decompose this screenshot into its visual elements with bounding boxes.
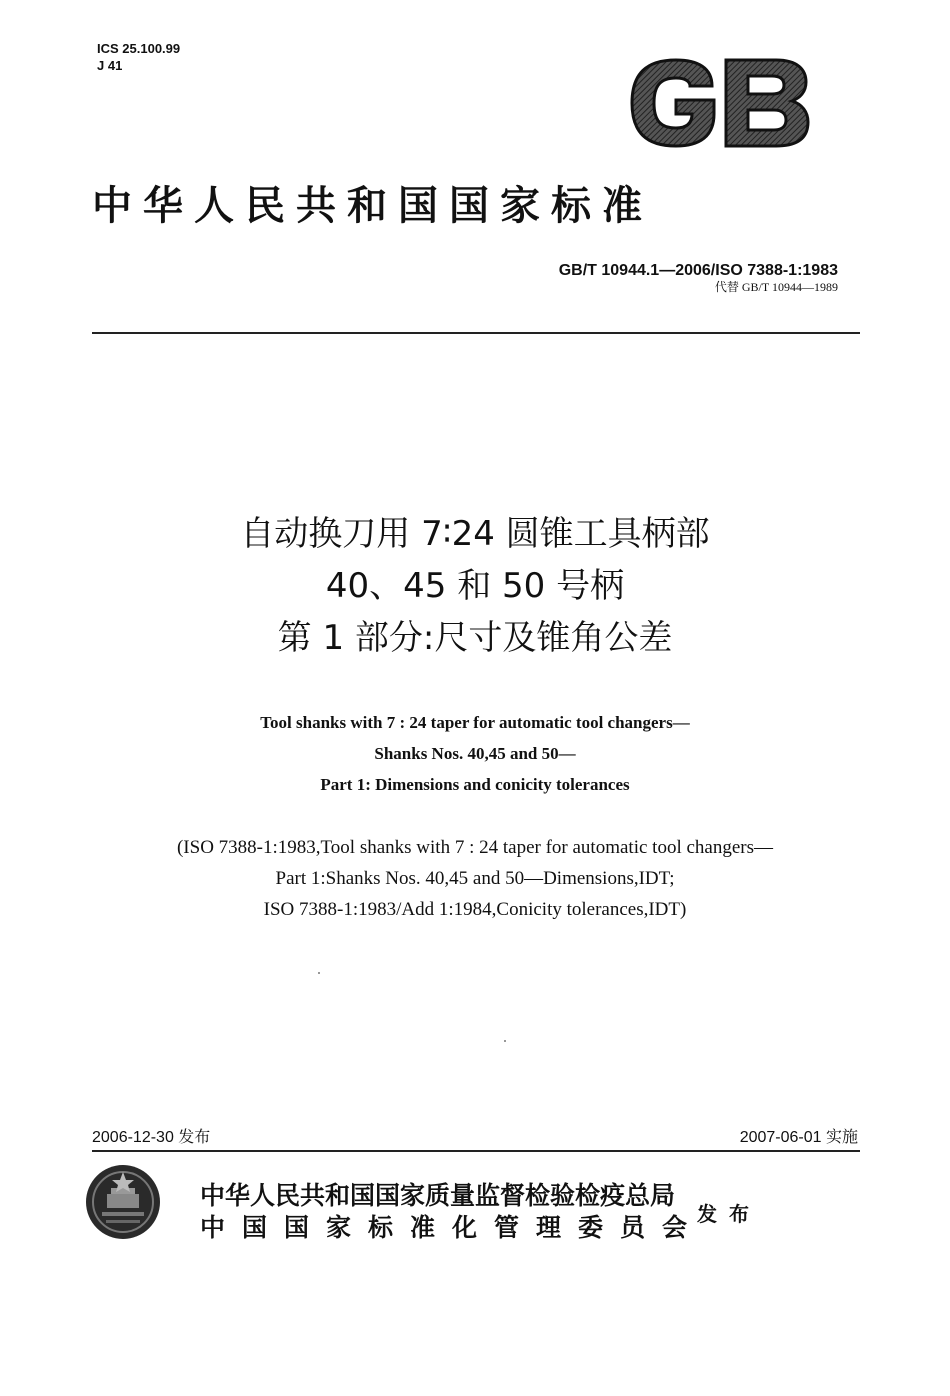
- title-cn-line-1: 自动换刀用 7∶24 圆锥工具柄部: [240, 514, 710, 554]
- issue-date: 2006-12-30 发布: [92, 1129, 211, 1146]
- title-en-line-2: Shanks Nos. 40,45 and 50—: [374, 744, 576, 763]
- issuer-aqsiq: 中华人民共和国国家质量监督检验检疫总局: [200, 1181, 676, 1210]
- scan-speck: [318, 972, 320, 974]
- title-cn-line-2: 40、45 和 50 号柄: [325, 566, 625, 606]
- implementation-date: 2007-06-01 实施: [739, 1129, 858, 1146]
- title-chinese: [0, 508, 950, 664]
- national-emblem-icon: [82, 1162, 164, 1242]
- title-cn-line-3: 第 1 部分:尺寸及锥角公差: [277, 618, 673, 658]
- standard-number-block: [559, 262, 838, 295]
- iso-ref-line-3: ISO 7388-1:1983/Add 1:1984,Conicity tolerances,IDT): [263, 899, 687, 920]
- ics-code: ICS 25.100.99: [97, 41, 181, 56]
- footer-divider: [92, 1150, 860, 1152]
- title-en-line-1: Tool shanks with 7 : 24 taper for automatic tool changers—: [260, 713, 690, 732]
- iso-reference: [0, 832, 950, 925]
- issuing-organizations: [200, 1180, 704, 1244]
- publish-label: 发布: [697, 1202, 761, 1226]
- scan-speck: [504, 1040, 506, 1042]
- ccs-code: J 41: [97, 58, 123, 73]
- header-divider: [92, 332, 860, 334]
- replaces-standard: 代替 GB/T 10944—1989: [714, 280, 838, 294]
- classification-codes: [97, 40, 180, 74]
- title-en-line-3: Part 1: Dimensions and conicity tolerances: [320, 775, 630, 794]
- standard-number: GB/T 10944.1—2006/ISO 7388-1:1983: [558, 262, 838, 279]
- title-english: [0, 707, 950, 800]
- gb-logo: [626, 56, 812, 150]
- iso-ref-line-1: (ISO 7388-1:1983,Tool shanks with 7 : 24 taper for automatic tool changers—: [176, 837, 773, 858]
- issuer-sac: 中国国家标准化管理委员会: [200, 1213, 705, 1242]
- iso-ref-line-2: Part 1:Shanks Nos. 40,45 and 50—Dimensions,IDT;: [275, 868, 675, 889]
- national-standard-title: 中华人民共和国国家标准: [92, 182, 653, 229]
